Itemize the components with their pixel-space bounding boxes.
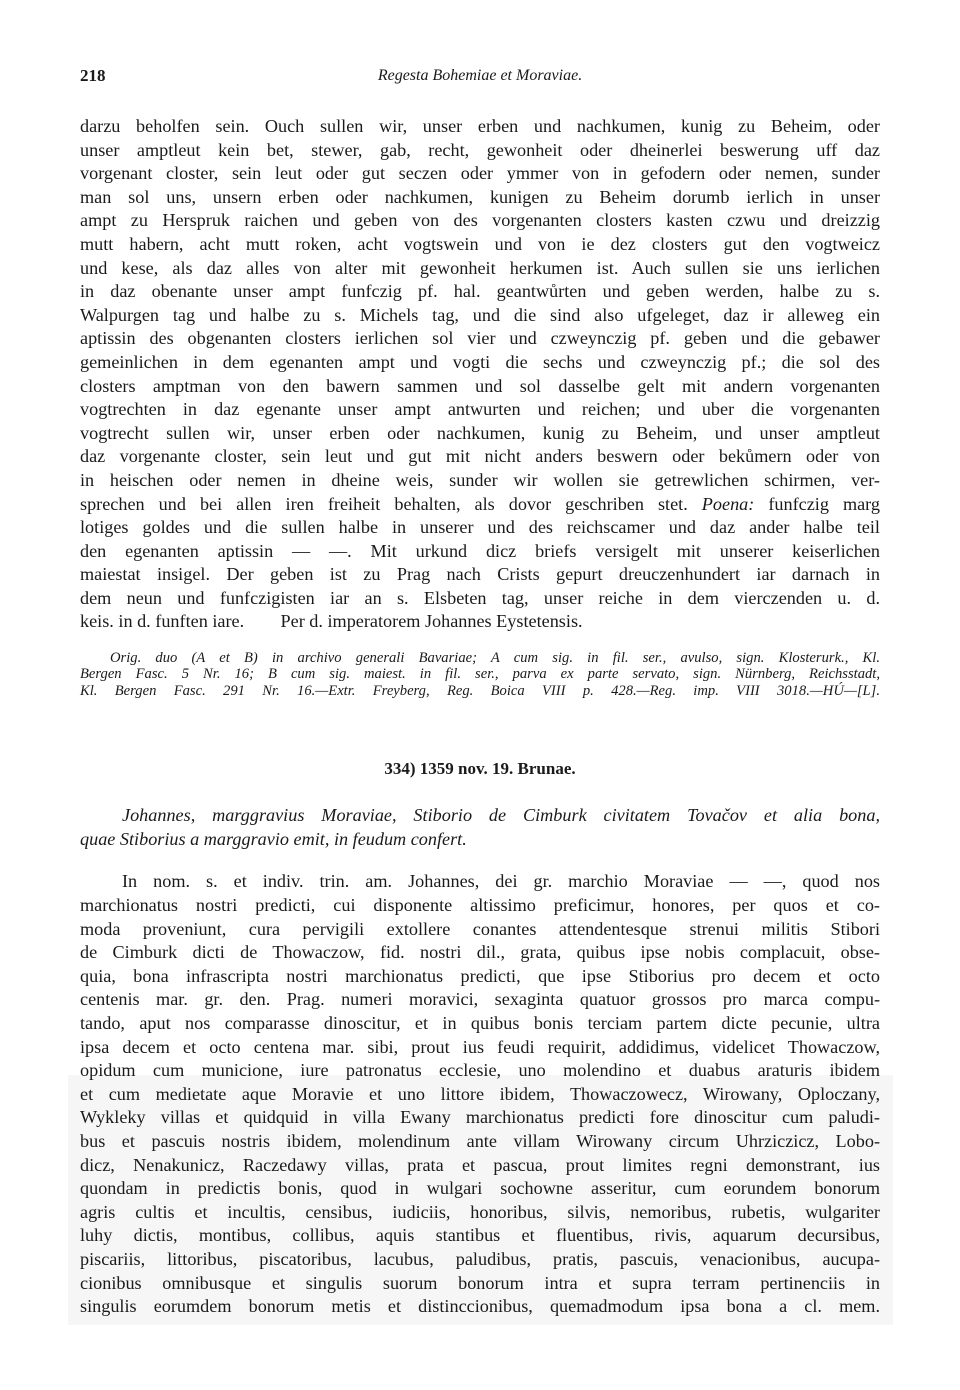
text-line: marchionatus nostri predicti, cui disponente altissimo preficimur, honores, per quos et co- <box>80 895 880 916</box>
text-line: centenis mar. gr. den. Prag. numeri moravici, sexaginta quatuor grossos pro marca compu- <box>80 989 880 1010</box>
text-line: vogtrecht sullen wir, unser erben oder nachkumen, kunig zu Beheim, und unser amptleut <box>80 422 880 443</box>
text-line: bus et pascuis nostris ibidem, molendinum ante villam Wirowany circum Uhrziczicz, Lobo- <box>80 1131 880 1151</box>
entry-summary <box>80 804 880 851</box>
text-line: piscariis, littoribus, piscatoribus, lacubus, paludibus, pratis, pascuis, venacionibus, aucupa- <box>80 1248 880 1269</box>
text-line: keis. in d. funften iare. Per d. imperatorem Johannes Eystetensis. <box>80 611 583 632</box>
text-fragment: sprechen und bei allen iren freiheit behalten, als dovor geschriben stet. <box>80 493 688 514</box>
source-note-line: Orig. duo (A et B) in archivo generali Bavariae; A cum sig. in fil. ser., avulso, sign. Klosterurk., Kl. <box>110 650 880 667</box>
text-line: mutt habern, acht mutt roken, acht vogtswein und von ie dez closters gut den vogtweicz <box>80 233 880 254</box>
text-line: closters amptman von den bawern sammen und sol dasselbe gelt mit andern vorgenanten <box>80 375 880 396</box>
text-line: vorgenant closter, sein leut oder gut seczen oder ymmer von in gefodern oder nemen, sunder <box>80 163 880 184</box>
entry-heading: 334) 1359 nov. 19. Brunae. <box>384 759 576 779</box>
text-line: et cum medietate aque Moravie et uno littore ibidem, Thowaczowecz, Wirowany, Oploczany, <box>80 1083 880 1104</box>
text-line <box>80 493 880 517</box>
text-line: moda proveniunt, cura pervigili extollere conantes attendentesque strenui militis Stibori <box>80 918 880 939</box>
text-line: dicz, Nenakunicz, Raczedawy villas, prata et pascua, prout limites regni demonstrant, ius <box>80 1154 880 1175</box>
text-line: luhy dictis, montibus, collibus, aquis stantibus et fluentibus, rivis, aquarum decursibus, <box>80 1225 880 1246</box>
text-line: und kese, als daz alles von alter mit gewonheit herkumen ist. Auch sullen sie uns ierlichen <box>80 257 880 278</box>
text-line: agris cultis et incultis, censibus, iudiciis, honoribus, silvis, nemoribus, rubetis, wulgariter <box>80 1201 880 1222</box>
summary-line: Johannes, marggravius Moraviae, Stiborio de Cimburk civitatem Tovačov et alia bona, <box>122 805 880 826</box>
text-line: unser amptleut kein bet, stewer, gab, recht, gewonheit oder dheinerlei beswerung uff daz <box>80 139 880 160</box>
text-line: ipsa decem et octo centena mar. sibi, prout ius feudi requirit, addidimus, videlicet Thowaczow, <box>80 1036 880 1057</box>
running-head <box>80 66 880 90</box>
text-line: opidum cum municione, iure patronatus ecclesie, uno molendino et duabus araturis ibidem <box>80 1060 880 1081</box>
text-line: Walpurgen tag und halbe zu s. Michels tag, und die sind also ufgeleget, daz ir alleweg ein <box>80 304 880 325</box>
source-note-line: Bergen Fasc. 5 Nr. 16; B cum sig. maiest. in fil. ser., parva ex parte servato, sign. Nürnberg, Reichsstadt, <box>80 666 880 683</box>
text-line: man sol uns, unsern erben oder nachkumen, kunigen zu Beheim dorumb ierlich in unser <box>80 186 880 207</box>
text-line: lotiges goldes und die sullen halbe in unserer und des reichscamer und daz ander halbe teil <box>80 517 880 538</box>
text-line: den egenanten aptissin — —. Mit urkund dicz briefs versigelt mit unserer keiserlichen <box>80 540 880 561</box>
previous-entry-text <box>80 115 880 634</box>
text-line: Wykleky villas et quidquid in villa Ewany marchionatus predicti fore dinoscitur cum paludi- <box>80 1107 880 1128</box>
text-line: tando, aput nos comparasse dinoscitur, et in quibus bonis terciam partem dicte pecunie, ultra <box>80 1013 880 1034</box>
text-line: gemeinlichen in dem egenanten ampt und vogti die sechs und czweynczig pf.; die sol des <box>80 351 880 372</box>
text-line: dem neun und funfczigisten iar an s. Elsbeten tag, unser reiche in dem vierczenden u. d. <box>80 587 880 608</box>
text-line: quondam in predictis bonis, quod in wulgari sochowne asseritur, cum eorundem bonorum <box>80 1178 880 1199</box>
text-line: de Cimburk dicti de Thowaczow, fid. nostri dil., grata, quibus ipse nobis complacuit, obse- <box>80 942 880 963</box>
text-line: In nom. s. et indiv. trin. am. Johannes, dei gr. marchio Moraviae — —, quod nos <box>122 871 880 892</box>
summary-line: quae Stiborius a marggravio emit, in feudum confert. <box>80 828 467 849</box>
text-line: maiestat insigel. Der geben ist zu Prag nach Crists gepurt dreuczenhundert iar darnach in <box>80 564 880 585</box>
text-line: in daz obenante unser ampt funfczig pf. hal. geantwůrten und geben werden, halbe zu s. <box>80 281 880 302</box>
text-line: cionibus omnibusque et singulis suorum bonorum intra et supra terram pertinenciis in <box>80 1272 880 1293</box>
page-number: 218 <box>80 66 106 85</box>
entry-text <box>80 870 880 1318</box>
text-line: quia, bona infrascripta nostri marchionatus predicti, que ipse Stiborius pro decem et octo <box>80 965 880 986</box>
text-line: singulis eorumdem bonorum metis et distinccionibus, quemadmodum ipsa bona a cl. mem. <box>80 1296 880 1317</box>
text-line: daz vorgenante closter, sein leut und gut mit nicht anders beswern oder bekůmern oder von <box>80 446 880 467</box>
text-line: in heischen oder nemen in dheine weis, sunder wir wollen sie getrewlichen schirmen, ver- <box>80 469 880 490</box>
text-line: ampt zu Herspruk raichen und geben von des vorgenanten closters kasten czwu und dreizzig <box>80 210 880 231</box>
running-title: Regesta Bohemiae et Moraviae. <box>377 67 583 84</box>
document-page <box>80 66 880 1319</box>
source-note <box>80 650 880 699</box>
text-line: darzu beholfen sein. Ouch sullen wir, unser erben und nachkumen, kunig zu Beheim, oder <box>80 116 880 136</box>
source-note-line: Kl. Bergen Fasc. 291 Nr. 16.—Extr. Freyberg, Reg. Boica VIII p. 428.—Reg. imp. VIII 3018.—HÚ—[L]. <box>80 682 880 699</box>
text-line: aptissin des obgenanten closters ierlichen sol vier und czweynczig pf. geben und die gebawer <box>80 328 880 349</box>
poena-label: Poena: <box>701 493 755 514</box>
text-line: vogtrechten in daz egenante unser ampt antwurten und reichen; und uber die vorgenanten <box>80 399 880 420</box>
text-fragment: funfczig marg <box>768 493 880 514</box>
